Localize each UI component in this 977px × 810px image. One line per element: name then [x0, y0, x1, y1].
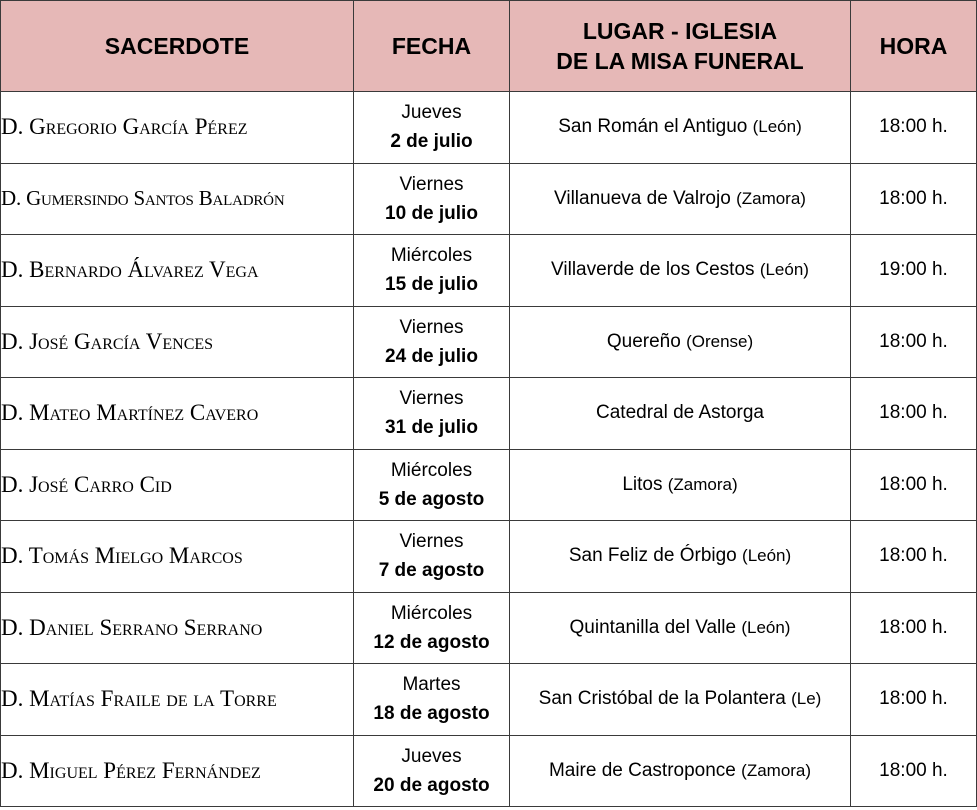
mass-time: 18:00 h. — [851, 664, 977, 736]
date-day: 7 de agosto — [378, 560, 485, 582]
header-lugar-line1: LUGAR - IGLESIA — [582, 18, 778, 44]
mass-date — [354, 735, 510, 807]
weekday: Miércoles — [390, 245, 473, 267]
priest-name: D. Tomás Mielgo Marcos — [1, 521, 354, 593]
weekday: Viernes — [399, 388, 464, 410]
mass-date — [354, 449, 510, 521]
header-sacerdote: SACERDOTE — [1, 1, 354, 92]
mass-time: 18:00 h. — [851, 449, 977, 521]
table-row — [1, 163, 977, 235]
place-province: (León) — [759, 260, 809, 280]
table-row — [1, 92, 977, 164]
date-day: 5 de agosto — [378, 488, 485, 510]
weekday: Martes — [402, 674, 461, 696]
date-day: 12 de agosto — [373, 631, 490, 653]
table-row — [1, 378, 977, 450]
church-place — [510, 163, 851, 235]
date-day: 15 de julio — [385, 274, 478, 296]
place-name: Litos — [622, 473, 663, 495]
mass-date — [354, 664, 510, 736]
mass-time: 18:00 h. — [851, 735, 977, 807]
weekday: Miércoles — [390, 459, 473, 481]
table-row — [1, 592, 977, 664]
header-hora: HORA — [851, 1, 977, 92]
place-name: Villaverde de los Cestos — [551, 259, 755, 281]
table-row — [1, 735, 977, 807]
table-row — [1, 306, 977, 378]
header-lugar-line2: DE LA MISA FUNERAL — [556, 48, 804, 74]
place-name: San Cristóbal de la Polantera — [538, 688, 786, 710]
header-lugar — [510, 1, 851, 92]
mass-time: 18:00 h. — [851, 378, 977, 450]
church-place — [510, 449, 851, 521]
place-name: Villanueva de Valrojo — [554, 187, 731, 209]
place-name: San Román el Antiguo — [558, 116, 748, 138]
place-province: (Orense) — [686, 331, 754, 351]
weekday: Jueves — [401, 745, 462, 767]
priest-name: D. José Carro Cid — [1, 449, 354, 521]
weekday: Miércoles — [390, 602, 473, 624]
church-place — [510, 378, 851, 450]
priest-name: D. Mateo Martínez Cavero — [1, 378, 354, 450]
place-name: Quereño — [606, 330, 681, 352]
date-day: 10 de julio — [385, 202, 478, 224]
mass-date — [354, 521, 510, 593]
date-day: 20 de agosto — [373, 774, 490, 796]
place-province: (León) — [752, 117, 802, 137]
table-row — [1, 664, 977, 736]
place-province: (Zamora) — [741, 760, 812, 780]
priest-name: D. Miguel Pérez Fernández — [1, 735, 354, 807]
header-row — [1, 1, 977, 92]
date-day: 2 de julio — [390, 131, 473, 153]
mass-time: 19:00 h. — [851, 235, 977, 307]
priest-name: D. José García Vences — [1, 306, 354, 378]
place-province: (León) — [742, 546, 792, 566]
weekday: Viernes — [399, 316, 464, 338]
church-place — [510, 92, 851, 164]
weekday: Jueves — [401, 102, 462, 124]
date-day: 24 de julio — [385, 345, 478, 367]
church-place — [510, 306, 851, 378]
place-name: Quintanilla del Valle — [569, 616, 737, 638]
table-row — [1, 235, 977, 307]
header-fecha: FECHA — [354, 1, 510, 92]
mass-date — [354, 235, 510, 307]
church-place — [510, 521, 851, 593]
priest-name: D. Daniel Serrano Serrano — [1, 592, 354, 664]
place-province: (Zamora) — [736, 188, 806, 208]
mass-time: 18:00 h. — [851, 592, 977, 664]
weekday: Viernes — [399, 531, 464, 553]
mass-date — [354, 163, 510, 235]
date-day: 18 de agosto — [373, 703, 490, 725]
priest-name: D. Matías Fraile de la Torre — [1, 664, 354, 736]
table-row — [1, 449, 977, 521]
place-province: (León) — [741, 617, 791, 637]
date-day: 31 de julio — [385, 417, 478, 439]
church-place — [510, 664, 851, 736]
mass-time: 18:00 h. — [851, 521, 977, 593]
priest-name: D. Gregorio García Pérez — [1, 92, 354, 164]
priest-name: D. Gumersindo Santos Baladrón — [1, 163, 354, 235]
mass-date — [354, 378, 510, 450]
church-place — [510, 735, 851, 807]
place-name: Maire de Castroponce — [548, 759, 736, 781]
priest-name: D. Bernardo Álvarez Vega — [1, 235, 354, 307]
mass-time: 18:00 h. — [851, 92, 977, 164]
place-name: San Feliz de Órbigo — [568, 545, 737, 567]
mass-date — [354, 92, 510, 164]
church-place — [510, 592, 851, 664]
place-name: Catedral de Astorga — [596, 402, 764, 424]
mass-date — [354, 306, 510, 378]
church-place — [510, 235, 851, 307]
mass-date — [354, 592, 510, 664]
weekday: Viernes — [399, 173, 464, 195]
mass-time: 18:00 h. — [851, 306, 977, 378]
table-row — [1, 521, 977, 593]
place-province: (Zamora) — [667, 474, 738, 494]
place-province: (Le) — [791, 689, 822, 709]
mass-time: 18:00 h. — [851, 163, 977, 235]
